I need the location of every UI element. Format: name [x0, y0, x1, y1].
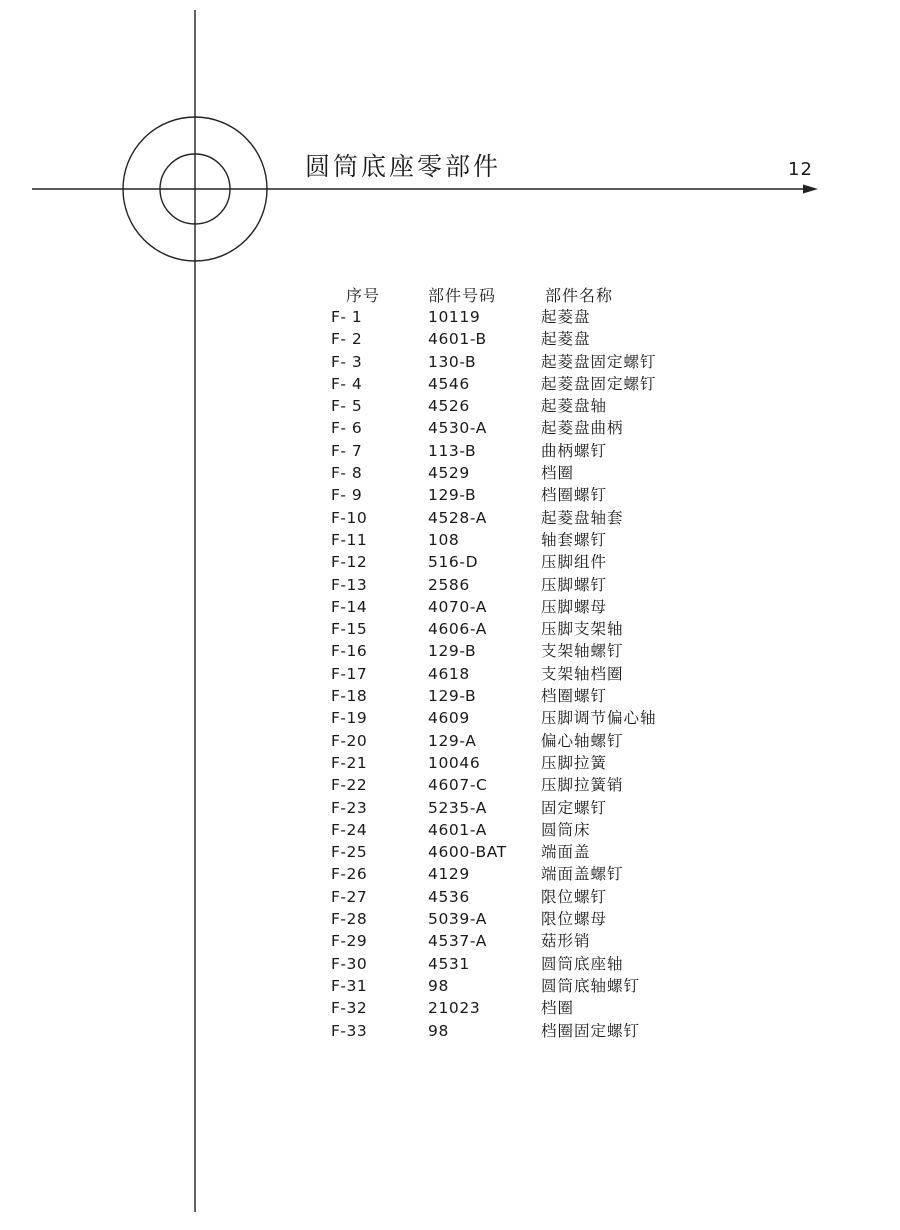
table-row: [0, 841, 900, 863]
cell-part-number: 4129: [428, 865, 470, 884]
cell-seq: F-33: [331, 1021, 368, 1040]
cell-part-name: 起菱盘曲柄: [541, 419, 624, 438]
table-row: [0, 328, 900, 350]
cell-part-name: 圆筒床: [541, 820, 591, 839]
cell-seq: F-10: [331, 508, 368, 527]
cell-seq: F-21: [331, 753, 368, 772]
page-number: 12: [788, 159, 813, 180]
cell-part-number: 108: [428, 530, 460, 549]
table-row: [0, 306, 900, 328]
cell-part-number: 10119: [428, 308, 481, 326]
table-row: [0, 707, 900, 729]
cell-seq: F-20: [331, 731, 368, 750]
cell-part-name: 压脚拉簧销: [541, 776, 624, 795]
table-row: [0, 975, 900, 997]
table-row: [0, 663, 900, 685]
cell-part-name: 起菱盘: [541, 330, 591, 349]
cell-part-name: 压脚调节偏心轴: [541, 709, 657, 728]
cell-seq: F- 7: [331, 441, 363, 460]
cell-part-name: 档圈: [541, 999, 575, 1018]
cell-part-number: 129-A: [428, 731, 477, 750]
cell-part-name: 起菱盘: [541, 308, 591, 326]
cell-part-name: 档圈螺钉: [541, 486, 608, 505]
table-row: [0, 797, 900, 819]
cell-seq: F- 5: [331, 397, 363, 416]
table-row: [0, 484, 900, 506]
table-row: [0, 462, 900, 484]
table-row: [0, 596, 900, 618]
table-row: [0, 395, 900, 417]
cell-part-name: 档圈固定螺钉: [541, 1021, 641, 1040]
cell-part-name: 档圈: [541, 464, 575, 483]
cell-seq: F-19: [331, 709, 368, 728]
cell-part-name: 起菱盘轴: [541, 397, 608, 416]
table-row: [0, 529, 900, 551]
header-part-number: 部件号码: [428, 286, 497, 305]
cell-seq: F- 9: [331, 486, 363, 505]
cell-seq: F-12: [331, 553, 368, 572]
table-row: [0, 685, 900, 707]
cell-seq: F-17: [331, 664, 368, 683]
cell-part-number: 129-B: [428, 642, 477, 661]
table-row: [0, 551, 900, 573]
cell-seq: F- 1: [331, 308, 363, 326]
cell-part-number: 5039-A: [428, 910, 487, 929]
header-seq: 序号: [346, 286, 381, 305]
table-row: [0, 417, 900, 439]
table-row: [0, 730, 900, 752]
cell-seq: F-15: [331, 620, 368, 639]
cell-part-number: 4546: [428, 374, 470, 393]
table-row: [0, 507, 900, 529]
cell-part-number: 129-B: [428, 687, 477, 706]
table-row: [0, 908, 900, 930]
table-row: [0, 774, 900, 796]
table-row: [0, 930, 900, 952]
cell-part-name: 限位螺钉: [541, 887, 608, 906]
cell-seq: F-22: [331, 776, 368, 795]
cell-part-name: 压脚支架轴: [541, 620, 624, 639]
cell-seq: F-11: [331, 530, 368, 549]
cell-part-name: 起菱盘轴套: [541, 508, 624, 527]
cell-part-name: 压脚螺钉: [541, 575, 608, 594]
table-row: [0, 574, 900, 596]
cell-part-number: 21023: [428, 999, 481, 1018]
table-row: [0, 953, 900, 975]
cell-part-name: 圆筒底轴螺钉: [541, 976, 641, 995]
cell-part-number: 4606-A: [428, 620, 487, 639]
cell-seq: F- 3: [331, 352, 363, 371]
table-row: [0, 819, 900, 841]
cell-part-number: 113-B: [428, 441, 477, 460]
table-row: [0, 752, 900, 774]
cell-seq: F-14: [331, 597, 368, 616]
cell-part-name: 圆筒底座轴: [541, 954, 624, 973]
cell-seq: F-29: [331, 932, 368, 951]
cell-seq: F-24: [331, 820, 368, 839]
cell-part-number: 4601-A: [428, 820, 487, 839]
cell-part-name: 压脚拉簧: [541, 753, 608, 772]
cell-seq: F-23: [331, 798, 368, 817]
cell-seq: F- 8: [331, 464, 363, 483]
cell-seq: F-32: [331, 999, 368, 1018]
cell-seq: F- 2: [331, 330, 363, 349]
cell-part-number: 130-B: [428, 352, 477, 371]
cell-part-number: 5235-A: [428, 798, 487, 817]
cell-part-name: 端面盖螺钉: [541, 865, 624, 884]
cell-seq: F- 4: [331, 374, 363, 393]
cell-part-name: 曲柄螺钉: [541, 441, 608, 460]
table-row: [0, 997, 900, 1019]
cell-seq: F-28: [331, 910, 368, 929]
cell-seq: F-25: [331, 843, 368, 862]
cell-seq: F-26: [331, 865, 368, 884]
cell-part-number: 4600-BAT: [428, 843, 507, 862]
cell-seq: F- 6: [331, 419, 363, 438]
cell-part-number: 98: [428, 976, 449, 995]
parts-table: [0, 306, 900, 1042]
cell-part-number: 98: [428, 1021, 449, 1040]
cell-part-name: 支架轴档圈: [541, 664, 624, 683]
cell-part-number: 4618: [428, 664, 470, 683]
table-row: [0, 863, 900, 885]
page-title: 圆筒底座零部件: [305, 152, 502, 181]
cell-seq: F-31: [331, 976, 368, 995]
cell-part-name: 偏心轴螺钉: [541, 731, 624, 750]
cell-seq: F-27: [331, 887, 368, 906]
cell-part-name: 档圈螺钉: [541, 687, 608, 706]
table-header: [0, 284, 900, 308]
cell-part-name: 起菱盘固定螺钉: [541, 374, 657, 393]
cell-part-number: 4537-A: [428, 932, 487, 951]
cell-seq: F-13: [331, 575, 368, 594]
table-row: [0, 886, 900, 908]
cell-part-number: 516-D: [428, 553, 479, 572]
cell-part-number: 129-B: [428, 486, 477, 505]
cell-part-number: 4536: [428, 887, 470, 906]
cell-part-number: 4609: [428, 709, 470, 728]
cell-seq: F-16: [331, 642, 368, 661]
cell-part-number: 4607-C: [428, 776, 488, 795]
cell-part-name: 限位螺母: [541, 910, 608, 929]
cell-part-number: 4530-A: [428, 419, 487, 438]
cell-part-name: 支架轴螺钉: [541, 642, 624, 661]
table-row: [0, 373, 900, 395]
cell-part-name: 固定螺钉: [541, 798, 608, 817]
table-row: [0, 351, 900, 373]
cell-part-name: 压脚螺母: [541, 597, 608, 616]
table-row: [0, 1020, 900, 1042]
table-row: [0, 640, 900, 662]
cell-part-number: 4531: [428, 954, 470, 973]
cell-part-name: 端面盖: [541, 843, 591, 862]
table-row: [0, 440, 900, 462]
cell-part-number: 4070-A: [428, 597, 487, 616]
cell-part-number: 4526: [428, 397, 470, 416]
cell-part-number: 2586: [428, 575, 470, 594]
header-part-name: 部件名称: [545, 286, 614, 305]
cell-part-number: 4529: [428, 464, 470, 483]
cell-part-name: 轴套螺钉: [541, 530, 608, 549]
cell-part-name: 起菱盘固定螺钉: [541, 352, 657, 371]
cell-part-name: 压脚组件: [541, 553, 608, 572]
cell-part-number: 4601-B: [428, 330, 487, 349]
table-row: [0, 618, 900, 640]
cell-seq: F-30: [331, 954, 368, 973]
cell-seq: F-18: [331, 687, 368, 706]
cell-part-number: 4528-A: [428, 508, 487, 527]
cell-part-number: 10046: [428, 753, 481, 772]
cell-part-name: 菇形销: [541, 932, 591, 951]
arrow-head-icon: [803, 185, 818, 194]
